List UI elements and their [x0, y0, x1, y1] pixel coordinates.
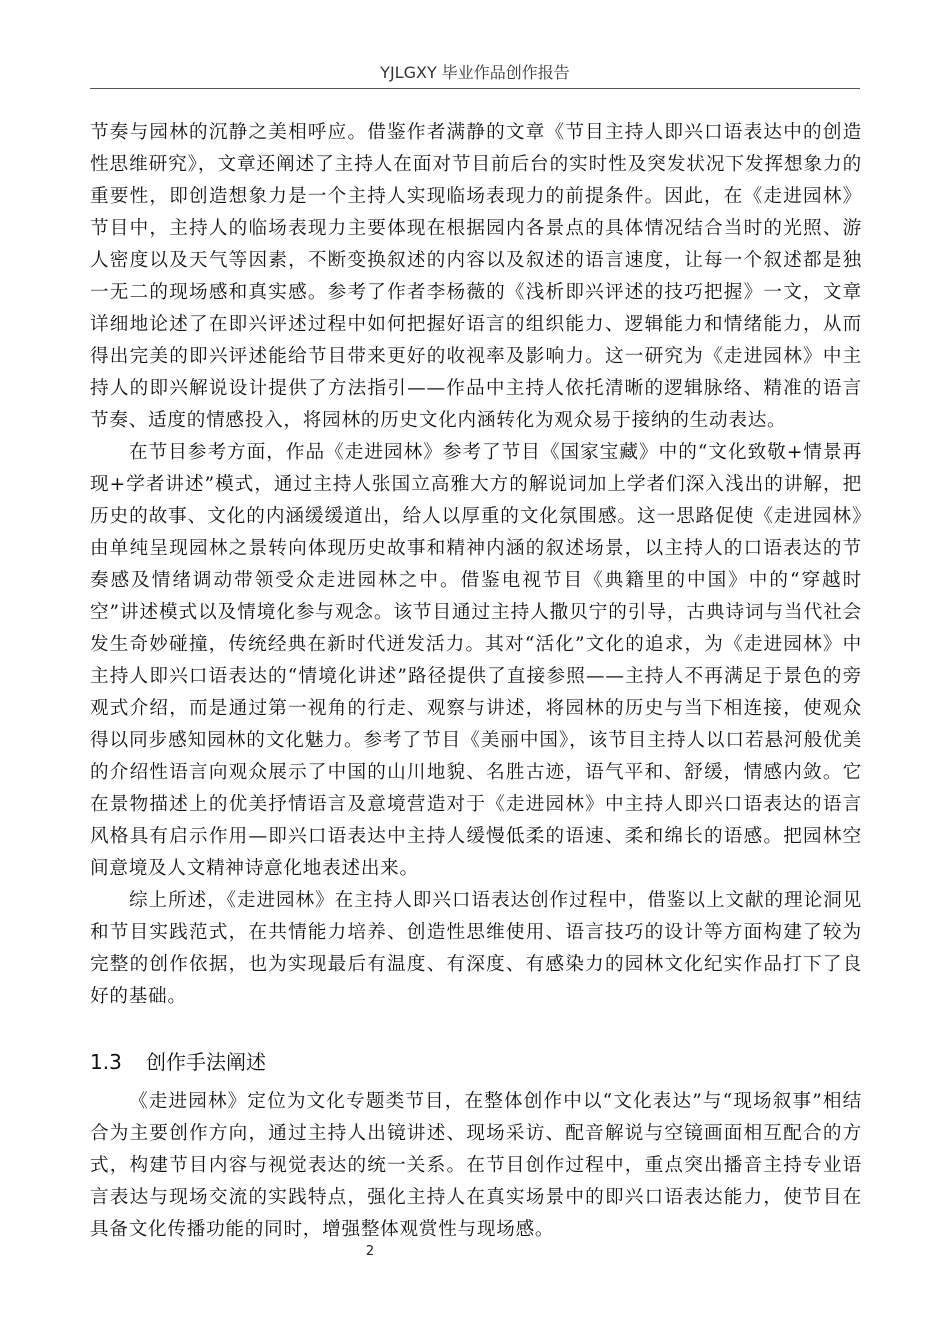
paragraph-summary: 综上所述，《走进园林》在主持人即兴口语表达创作过程中，借鉴以上文献的理论洞见和节目实践范式，在共情能力培养、创造性思维使用、语言技巧的设计等方面构建了较为完整的创作依据，也为实现最后有温度、有深度、有感染力的园林文化纪实作品打下了良好的基础。 [90, 890, 862, 1007]
section-number: 1.3 [90, 1050, 122, 1074]
section-title: 创作手法阐述 [146, 1050, 266, 1074]
paragraph-program-references: 在节目参考方面，作品《走进园林》参考了节目《国家宝藏》中的“文化致敬+情景再现+学者讲述”模式，通过主持人张国立高雅大方的解说词加上学者们深入浅出的讲解，把历史的故事、文化的内涵缓缓道出，给人以厚重的文化氛围感。这一思路促使《走进园林》由单纯呈现园林之景转向体现历史故事和精神内涵的叙述场景，以主持人的口语表达的节奏感及情绪调动带领受众走进园林之中。借鉴电视节目《典籍里的中国》中的“穿越时空”讲述模式以及情境化参与观念。该节目通过主持人撒贝宁的引导，古典诗词与当代社会发生奇妙碰撞，传统经典在新时代迸发活力。其对“活化”文化的追求，为《走进园林》中主持人即兴口语表达的“情境化讲述”路径提供了直接参照——主持人不再满足于景色的旁观式介绍，而是通过第一视角的行走、观察与讲述，将园林的历史与当下相连接，使观众得以同步感知园林的文化魅力。参考了节目《美丽中国》，该节目主持人以口若悬河般优美的介绍性语言向观众展示了中国的山川地貌、名胜古迹，语气平和、舒缓，情感内敛。它在景物描述上的优美抒情语言及意境营造对于《走进园林》中主持人即兴口语表达的语言风格具有启示作用—即兴口语表达中主持人缓慢低柔的语速、柔和绵长的语感。把园林空间意境及人文精神诗意化地表述出来。 [90, 442, 862, 879]
section-paragraph: 《走进园林》定位为文化专题类节目，在整体创作中以“文化表达”与“现场叙事”相结合为主要创作方向，通过主持人出镜讲述、现场采访、配音解说与空镜画面相互配合的方式，构建节目内容与视觉表达的统一关系。在节目创作过程中，重点突出播音主持专业语言表达与现场交流的实践特点，强化主持人在真实场景中的即兴口语表达能力，使节目在具备文化传播功能的同时，增强整体观赏性与现场感。 [90, 1091, 862, 1240]
section-heading [90, 1047, 266, 1077]
page-header [90, 58, 860, 89]
section-body [90, 1086, 862, 1246]
paragraph-continued: 节奏与园林的沉静之美相呼应。借鉴作者满静的文章《节目主持人即兴口语表达中的创造性思维研究》，文章还阐述了主持人在面对节目前后台的实时性及突发状况下发挥想象力的重要性，即创造想象力是一个主持人实现临场表现力的前提条件。因此，在《走进园林》节目中，主持人的临场表现力主要体现在根据园内各景点的具体情况结合当时的光照、游人密度以及天气等因素，不断变换叙述的内容以及叙述的语言速度，让每一个叙述都是独一无二的现场感和真实感。参考了作者李杨薇的《浅析即兴评述的技巧把握》一文，文章详细地论述了在即兴评述过程中如何把握好语言的组织能力、逻辑能力和情绪能力，从而得出完美的即兴评述能给节目带来更好的收视率及影响力。这一研究为《走进园林》中主持人的即兴解说设计提供了方法指引——作品中主持人依托清晰的逻辑脉络、精准的语言节奏、适度的情感投入，将园林的历史文化内涵转化为观众易于接纳的生动表达。 [90, 122, 862, 431]
page-number: 2 [365, 1244, 375, 1259]
body-text [90, 117, 862, 1013]
header-title: YJLGXY 毕业作品创作报告 [380, 63, 570, 82]
